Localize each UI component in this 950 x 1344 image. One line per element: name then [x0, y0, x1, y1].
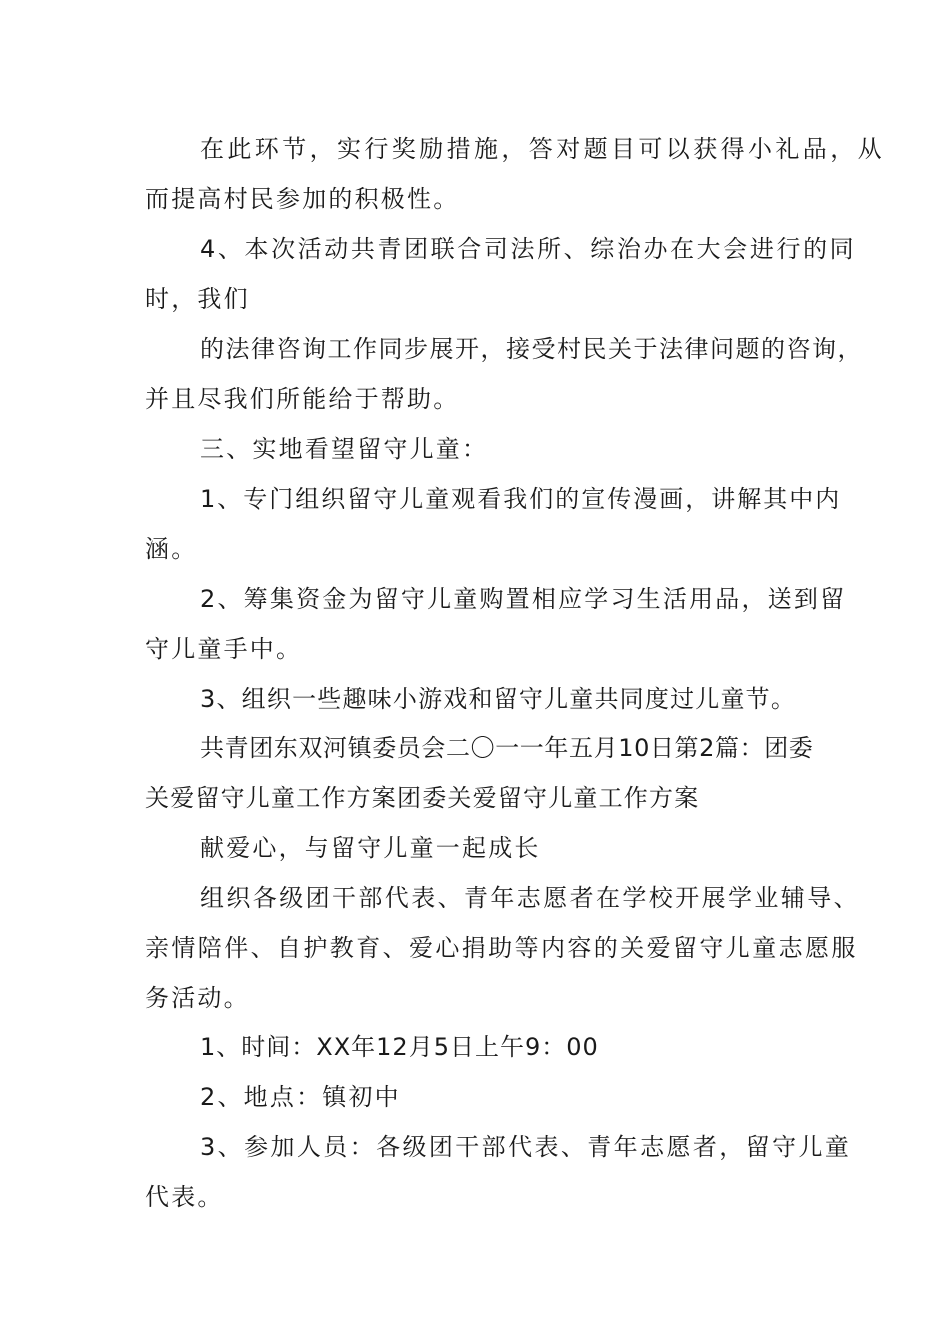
subtitle-line: 献爱心，与留守儿童一起成长: [200, 834, 541, 862]
paragraph-line: 1、时间：XX年12月5日上午9：00: [200, 1033, 599, 1061]
paragraph-line: 时，我们: [145, 285, 250, 313]
paragraph-line: 亲情陪伴、自护教育、爱心捐助等内容的关爱留守儿童志愿服: [145, 934, 858, 962]
paragraph-line: 关爱留守儿童工作方案团委关爱留守儿童工作方案: [145, 784, 700, 812]
section-heading: 三、实地看望留守儿童：: [200, 435, 489, 463]
paragraph-line: 1、专门组织留守儿童观看我们的宣传漫画，讲解其中内: [200, 485, 842, 513]
paragraph-line: 共青团东双河镇委员会二〇一一年五月10日第2篇：团委: [200, 734, 814, 762]
paragraph-line: 2、筹集资金为留守儿童购置相应学习生活用品，送到留: [200, 585, 847, 613]
paragraph-line: 在此环节，实行奖励措施，答对题目可以获得小礼品，从: [200, 135, 885, 163]
paragraph-line: 2、地点：镇初中: [200, 1083, 401, 1111]
paragraph-line: 代表。: [145, 1183, 224, 1211]
paragraph-line: 的法律咨询工作同步展开，接受村民关于法律问题的咨询，: [200, 335, 863, 363]
paragraph-line: 并且尽我们所能给于帮助。: [145, 385, 460, 413]
paragraph-line: 守儿童手中。: [145, 635, 303, 663]
paragraph-line: 3、组织一些趣味小游戏和留守儿童共同度过儿童节。: [200, 685, 797, 713]
paragraph-line: 而提高村民参加的积极性。: [145, 185, 460, 213]
paragraph-line: 务活动。: [145, 984, 250, 1012]
paragraph-line: 涵。: [145, 535, 198, 563]
paragraph-line: 组织各级团干部代表、青年志愿者在学校开展学业辅导、: [200, 884, 860, 912]
paragraph-line: 4、本次活动共青团联合司法所、综治办在大会进行的同: [200, 235, 857, 263]
paragraph-line: 3、参加人员：各级团干部代表、青年志愿者，留守儿童: [200, 1133, 852, 1161]
